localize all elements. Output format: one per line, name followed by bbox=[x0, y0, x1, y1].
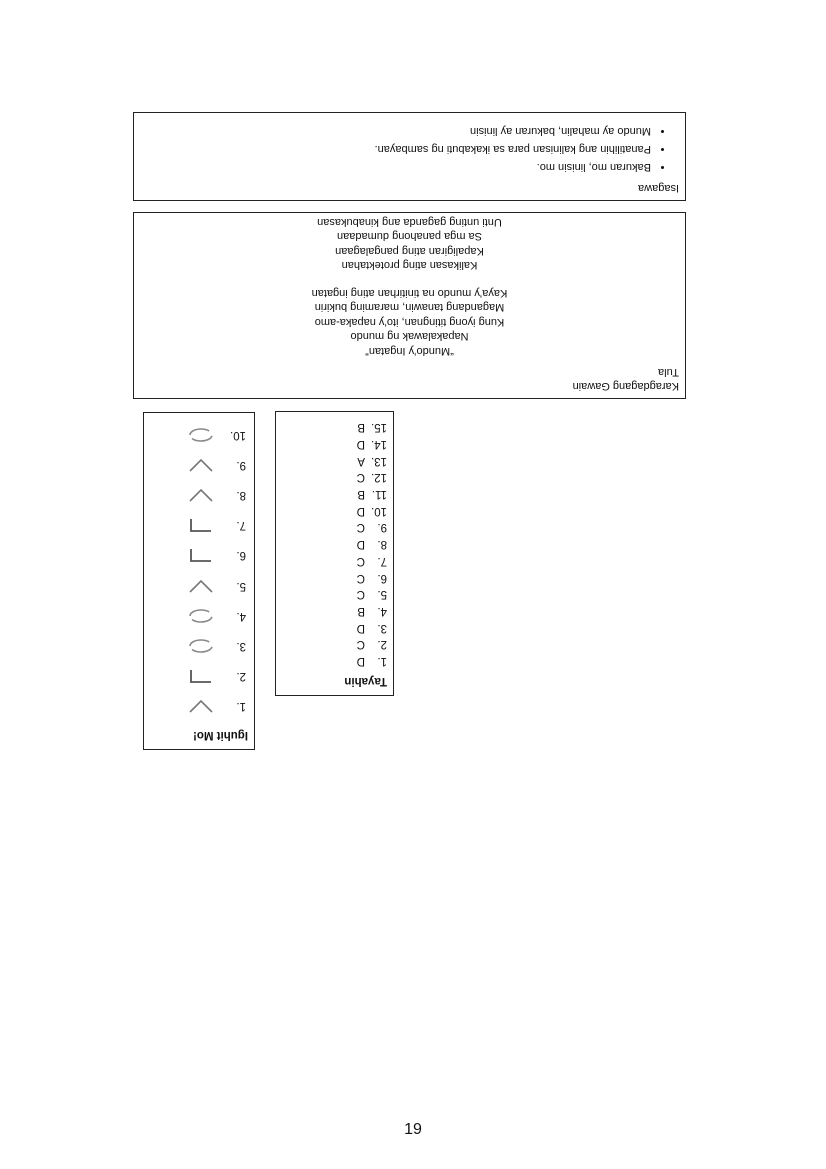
poem-line: Kalikasan ating protektahan bbox=[341, 259, 478, 272]
item-answer: B bbox=[357, 421, 365, 434]
isagawa-bullet-list bbox=[375, 122, 675, 176]
item-answer: D bbox=[356, 621, 365, 634]
item-number: 2. bbox=[377, 638, 387, 651]
item-number: 6. bbox=[236, 549, 246, 562]
tayahin-row bbox=[357, 419, 387, 436]
check-icon bbox=[184, 576, 218, 596]
poem-title: “Mundo’y Ingatan” bbox=[365, 345, 454, 357]
poem-line: Kung iyong titingnan, ito’y napaka-amo bbox=[314, 316, 505, 328]
poem-line: Napakalawak ng mundo bbox=[350, 330, 469, 343]
poem-line: Unti unting gaganda ang kinabukasan bbox=[317, 216, 502, 228]
iguhit-row bbox=[184, 480, 246, 510]
item-number: 5. bbox=[377, 588, 387, 601]
isagawa-title: Isagawa bbox=[638, 182, 679, 194]
item-answer: A bbox=[357, 454, 365, 467]
tayahin-row bbox=[357, 586, 387, 603]
tayahin-row bbox=[357, 452, 387, 469]
item-answer: C bbox=[356, 521, 365, 534]
corner-icon bbox=[184, 666, 218, 686]
tayahin-row bbox=[357, 602, 387, 619]
iguhit-title: Iguhit Mo! bbox=[193, 729, 248, 741]
tayahin-row bbox=[357, 469, 387, 486]
item-answer: B bbox=[357, 604, 365, 617]
iguhit-row bbox=[184, 450, 246, 480]
check-icon bbox=[184, 696, 218, 716]
ellipse-icon bbox=[184, 636, 218, 656]
iguhit-row bbox=[184, 510, 246, 540]
item-number: 4. bbox=[377, 604, 387, 617]
item-number: 9. bbox=[377, 521, 387, 534]
iguhit-row bbox=[184, 571, 246, 601]
item-number: 14. bbox=[371, 438, 387, 451]
isagawa-section bbox=[133, 112, 686, 201]
iguhit-row bbox=[184, 691, 246, 721]
iguhit-row bbox=[184, 601, 246, 631]
item-number: 10. bbox=[371, 504, 387, 517]
item-number: 1. bbox=[236, 699, 246, 712]
isagawa-bullet: • Mundo ay mahalin, bakuran ay linisin bbox=[375, 122, 651, 140]
isagawa-bullet: • Panatilihin ang kalinisan para sa ikakabuti ng sambayan. bbox=[375, 140, 651, 158]
item-answer: C bbox=[356, 554, 365, 567]
tayahin-list bbox=[357, 419, 387, 669]
tayahin-row bbox=[357, 552, 387, 569]
tayahin-row bbox=[357, 502, 387, 519]
poem-line: Kapaligiran ating pangalagaan bbox=[335, 245, 484, 257]
item-number: 8. bbox=[377, 538, 387, 551]
stanza-gap bbox=[134, 273, 685, 286]
item-number: 13. bbox=[371, 454, 387, 467]
item-number: 4. bbox=[236, 609, 246, 622]
item-answer: C bbox=[356, 588, 365, 601]
poem bbox=[134, 215, 685, 359]
item-number: 11. bbox=[371, 488, 387, 501]
iguhit-row bbox=[184, 420, 246, 450]
item-number: 3. bbox=[236, 639, 246, 652]
iguhit-row bbox=[184, 540, 246, 570]
karagdagang-gawain-section bbox=[133, 212, 686, 399]
item-number: 1. bbox=[377, 655, 387, 667]
tayahin-row bbox=[357, 652, 387, 669]
item-answer: C bbox=[356, 571, 365, 584]
tayahin-answer-key bbox=[275, 411, 394, 696]
item-number: 2. bbox=[236, 669, 246, 682]
item-answer: D bbox=[356, 504, 365, 517]
tayahin-title: Tayahin bbox=[344, 675, 387, 687]
item-number: 3. bbox=[377, 621, 387, 634]
item-number: 5. bbox=[236, 579, 246, 592]
page-number: 19 bbox=[404, 1121, 422, 1138]
poem-line: Magandang tanawin, maraming bukirin bbox=[314, 301, 505, 314]
item-number: 8. bbox=[236, 489, 246, 502]
item-number: 6. bbox=[377, 571, 387, 584]
item-answer: B bbox=[357, 488, 365, 501]
item-number: 12. bbox=[371, 471, 387, 484]
isagawa-bullet: • Bakuran mo, linisin mo. bbox=[375, 158, 651, 176]
tayahin-row bbox=[357, 519, 387, 536]
tayahin-row bbox=[357, 636, 387, 653]
iguhit-row bbox=[184, 631, 246, 661]
poem-line: Sa mga panahong dumadaan bbox=[337, 230, 482, 243]
poem-line: Kaya’y mundo na tinitirhan ating ingatan bbox=[311, 287, 508, 299]
iguhit-answer-key bbox=[143, 412, 255, 750]
item-number: 7. bbox=[236, 519, 246, 532]
check-icon bbox=[184, 455, 218, 475]
item-answer: C bbox=[356, 638, 365, 651]
item-number: 15. bbox=[371, 421, 387, 434]
ellipse-icon bbox=[184, 606, 218, 626]
tayahin-row bbox=[357, 435, 387, 452]
corner-icon bbox=[184, 515, 218, 535]
item-answer: D bbox=[356, 538, 365, 551]
item-number: 7. bbox=[377, 554, 387, 567]
iguhit-list bbox=[184, 420, 246, 721]
tayahin-row bbox=[357, 485, 387, 502]
ellipse-icon bbox=[184, 425, 218, 445]
item-number: 10. bbox=[230, 429, 246, 442]
tayahin-row bbox=[357, 536, 387, 553]
item-number: 9. bbox=[236, 459, 246, 472]
tayahin-row bbox=[357, 569, 387, 586]
gawain-title: Karagdagang Gawain bbox=[572, 380, 679, 392]
item-answer: D bbox=[356, 438, 365, 451]
gawain-subtitle: Tula bbox=[658, 366, 679, 378]
item-answer: C bbox=[356, 471, 365, 484]
item-answer: D bbox=[356, 655, 365, 667]
corner-icon bbox=[184, 545, 218, 565]
check-icon bbox=[184, 485, 218, 505]
iguhit-row bbox=[184, 661, 246, 691]
tayahin-row bbox=[357, 619, 387, 636]
